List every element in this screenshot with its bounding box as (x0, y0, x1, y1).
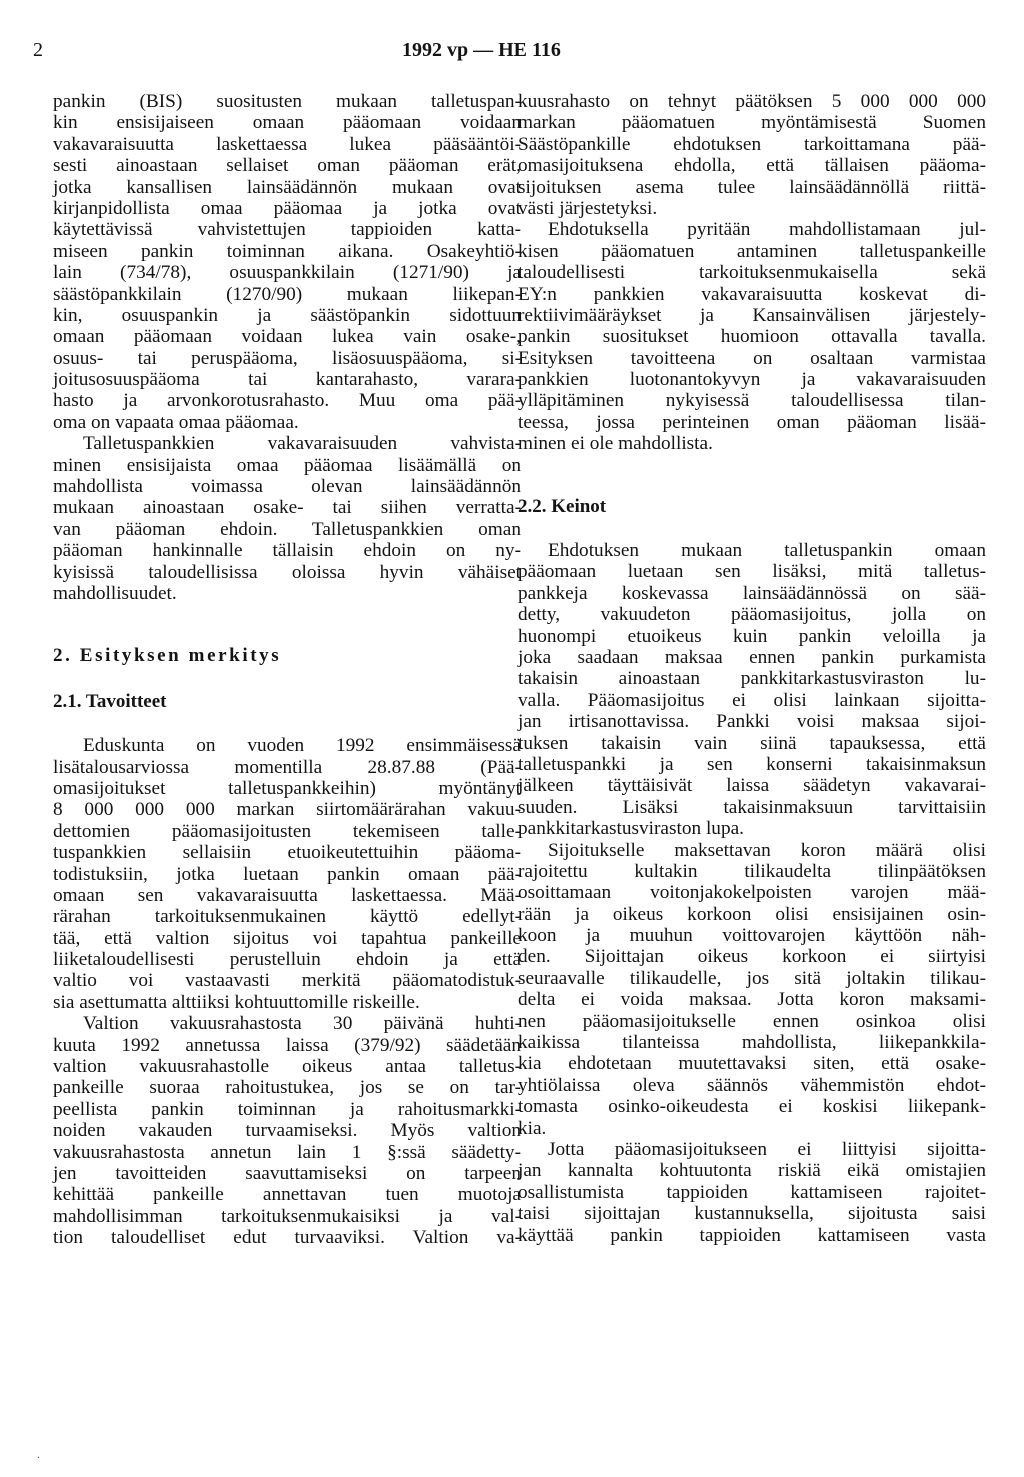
text-line: tää, että valtion sijoitus voi tapahtua pankeille (53, 927, 521, 949)
text-line: kia ehdotetaan muutettavaksi siten, että osake- (518, 1053, 986, 1075)
text-line: osuus- tai peruspääoma, lisäosuuspääoma, si- (53, 347, 521, 369)
left-column (53, 91, 521, 1249)
text-line: minen ensisijaista omaa pääomaa lisäämällä on (53, 454, 521, 476)
text-line: mukaan ainoastaan osake- tai siihen verratta- (53, 497, 521, 519)
text-line: van pääoman ehdoin. Talletuspankkien oman (53, 518, 521, 540)
text-line: pankkitarkastusviraston lupa. (518, 818, 744, 840)
text-line: säästöpankkilain (1270/90) mukaan liikepan- (53, 283, 521, 305)
text-line: Sijoitukselle maksettavan koron määrä olisi (548, 839, 986, 861)
text-line: seuraavalle tilikaudelle, jos sitä joltakin tilikau- (518, 967, 986, 989)
text-line: kia. (518, 1117, 547, 1139)
text-line: peellista pankin toiminnan ja rahoitusmarkki- (53, 1098, 521, 1120)
text-line: Eduskunta on vuoden 1992 ensimmäisessä (83, 735, 521, 757)
text-line: liiketaloudellisesti perustelluin ehdoin ja että (53, 949, 521, 971)
text-line: mahdollisimman tarkoituksenmukaisiksi ja val- (53, 1205, 521, 1227)
text-line: talletuspankki ja sen konserni takaisinmaksun (518, 753, 986, 775)
text-line: dettomien pääomasijoitusten tekemiseen talle- (53, 820, 521, 842)
subsection-heading: 2.2. Keinot (518, 495, 607, 517)
text-line: minen ei ole mahdollista. (518, 433, 713, 455)
text-line: noiden vakauden turvaamiseksi. Myös valtion (53, 1120, 521, 1142)
spacer (518, 519, 986, 540)
text-line: hasto ja arvonkorotusrahasto. Muu oma pää- (53, 390, 521, 412)
text-line: Ehdotuksen mukaan talletuspankin omaan (548, 540, 986, 562)
text-line: omaan sen vakavaraisuutta laskettaessa. Mää- (53, 884, 521, 906)
text-line: EY:n pankkien vakavaraisuutta koskevat di- (518, 283, 986, 305)
text-line: osallistumista tappioiden kattamiseen rajoitet- (518, 1181, 986, 1203)
paragraph (518, 1139, 986, 1246)
spacer (53, 604, 521, 644)
paragraph (518, 219, 986, 454)
text-line: pankkien luotonantokyvyn ja vakavaraisuuden (518, 369, 986, 391)
text-line: todistuksiin, jotka luetaan pankin omaan pää- (53, 863, 521, 885)
right-column (518, 91, 986, 1246)
text-line: rään ja oikeus korkoon olisi ensisijainen osin- (518, 903, 986, 925)
text-line: valtion vakuusrahastolle oikeus antaa talletus- (53, 1056, 521, 1078)
text-line: 8 000 000 000 markan siirtomäärärahan vakuu- (53, 799, 521, 821)
text-line: kuusrahasto on tehnyt päätöksen 5 000 000 000 (518, 91, 986, 112)
paragraph (53, 1013, 521, 1248)
text-line: valla. Pääomasijoitus ei olisi lainkaan sijoitta- (518, 689, 986, 711)
text-line: jotka kansallisen lainsäädännön mukaan ovat (53, 176, 521, 198)
text-line: osoittamaan voitonjakokelpoisten varojen mää- (518, 882, 986, 904)
text-line: koon ja muuhun voittovarojen käyttöön näh- (518, 925, 986, 947)
text-line: jan kannalta kohtuutonta riskiä eikä omistajien (518, 1160, 986, 1182)
stray-mark: . (37, 1447, 40, 1461)
paragraph (518, 840, 986, 1139)
text-line: Esityksen tavoitteena on osaltaan varmistaa (518, 347, 986, 369)
text-line: käytettävissä vahvistettujen tappioiden katta- (53, 219, 521, 241)
text-line: omaan pääomaan voidaan lukea vain osake-, (53, 326, 521, 348)
text-line: teessa, jossa perinteinen oman pääoman lisää- (518, 411, 986, 433)
text-line: omasijoitukset talletuspankkeihin) myöntänyt (53, 777, 521, 799)
text-line: lisätalousarviossa momentilla 28.87.88 (Pää- (53, 756, 521, 778)
page-number: 2 (33, 39, 43, 61)
text-line: lain (734/78), osuuspankkilain (1271/90) ja (53, 262, 521, 284)
text-line: tuksen takaisin vain siinä tapauksessa, että (518, 732, 986, 754)
spacer (53, 714, 521, 735)
text-line: taloudellisesti tarkoituksenmukaisella sekä (518, 262, 986, 284)
paragraph (53, 433, 521, 604)
running-head: 1992 vp — HE 116 (402, 39, 561, 61)
text-line: kuuta 1992 annetussa laissa (379/92) säädetään (53, 1034, 521, 1056)
spacer (518, 455, 986, 495)
text-line: kaikissa tilanteissa mahdollista, liikepankkila- (518, 1032, 986, 1054)
text-line: pankeille suoraa rahoitustukea, jos se on tar- (53, 1077, 521, 1099)
text-line: västi järjestetyksi. (518, 197, 658, 219)
text-line: tion taloudelliset edut turvaaviksi. Valtion va- (53, 1227, 521, 1249)
text-line: markan pääomatuen myöntämisestä Suomen (518, 112, 986, 134)
text-line: jan irtisanottavissa. Pankki voisi maksaa sijoi- (518, 711, 986, 733)
text-line: kehittää pankeille annettavan tuen muotoja (53, 1184, 521, 1206)
text-line: taisi sijoittajan kustannuksella, sijoitusta saisi (518, 1203, 986, 1225)
paragraph (53, 91, 521, 433)
text-line: kisen pääomatuen antaminen talletuspankeille (518, 240, 986, 262)
paragraph (53, 735, 521, 1013)
text-line: suuden. Lisäksi takaisinmaksuun tarvittaisiin (518, 796, 986, 818)
text-line: Säästöpankille ehdotuksen tarkoittamana pää- (518, 133, 986, 155)
text-line: nen pääomasijoitukselle ennen osinkoa olisi (518, 1010, 986, 1032)
text-line: Jotta pääomasijoitukseen ei liittyisi sijoitta- (548, 1138, 986, 1160)
subsection-heading: 2.1. Tavoitteet (53, 690, 167, 712)
text-line: pääoman hankinnalle tällaisin ehdoin on ny- (53, 540, 521, 562)
text-line: Ehdotuksella pyritään mahdollistamaan jul- (548, 219, 986, 241)
text-line: rajoitettu kultakin tilikaudelta tilinpäätöksen (518, 860, 986, 882)
spacer (53, 668, 521, 689)
text-line: takaisin ainoastaan pankkitarkastusviraston lu- (518, 668, 986, 690)
text-line: pankkeja koskevassa lainsäädännössä on sää- (518, 582, 986, 604)
text-line: kirjanpidollista omaa pääomaa ja jotka ovat (53, 197, 521, 219)
paragraph (518, 91, 986, 219)
text-line: kin ensisijaiseen omaan pääomaan voidaan (53, 112, 521, 134)
text-line: jen tavoitteiden saavuttamiseksi on tarpeen (53, 1162, 521, 1184)
text-line: mahdollista voimassa olevan lainsäädännön (53, 476, 521, 498)
text-line: Valtion vakuusrahastosta 30 päivänä huhti- (83, 1013, 521, 1035)
text-line: den. Sijoittajan oikeus korkoon ei siirtyisi (518, 946, 986, 968)
text-line: kin, osuuspankin ja säästöpankin sidottuun (53, 304, 521, 326)
text-line: jälkeen täyttäisivät laissa säädetyn vakavarai- (518, 775, 986, 797)
text-line: tomasta osinko-oikeudesta ei koskisi liikepank- (518, 1096, 986, 1118)
text-line: Talletuspankkien vakavaraisuuden vahvista- (83, 433, 521, 455)
text-line: huonompi etuoikeus kuin pankin veloilla ja (518, 625, 986, 647)
text-line: sijoituksen asema tulee lainsäädännöllä riittä- (518, 176, 986, 198)
section-heading: 2. Esityksen merkitys (53, 645, 282, 667)
text-line: pääomaan luetaan sen lisäksi, mitä talletus- (518, 561, 986, 583)
text-line: vakavaraisuutta laskettaessa lukea pääsääntöi- (53, 133, 521, 155)
text-line: joitusosuuspääoma tai kantarahasto, vararа- (53, 369, 521, 391)
paragraph (518, 540, 986, 839)
text-line: sesti ainoastaan sellaiset oman pääoman erät, (53, 155, 521, 177)
text-line: käyttää pankin tappioiden kattamiseen vasta (518, 1224, 986, 1246)
text-line: rektiivimääräykset ja Kansainvälisen järjestely- (518, 304, 986, 326)
text-line: omasijoituksena ehdolla, että tällaisen pääoma- (518, 155, 986, 177)
text-line: valtio voi vastaavasti merkitä pääomatodistuk- (53, 970, 521, 992)
text-line: miseen pankin toiminnan aikana. Osakeyhtiö- (53, 240, 521, 262)
text-line: kyisissä taloudellisissa oloissa hyvin vähäiset (53, 561, 521, 583)
text-line: joka saadaan maksaa ennen pankin purkamista (518, 646, 986, 668)
text-line: ylläpitäminen nykyisessä taloudellisessa tilan- (518, 390, 986, 412)
text-line: oma on vapaata omaa pääomaa. (53, 411, 299, 433)
text-line: rärahan tarkoituksenmukainen käyttö edellyt- (53, 906, 521, 928)
text-line: vakuusrahastosta annetun lain 1 §:ssä säädetty- (53, 1141, 521, 1163)
text-line: pankin (BIS) suositusten mukaan talletuspan- (53, 91, 521, 112)
text-line: yhtiölaissa oleva säännös vähemmistön ehdot- (518, 1074, 986, 1096)
text-line: detty, vakuudeton pääomasijoitus, jolla on (518, 604, 986, 626)
text-line: pankin suositukset huomioon ottavalla tavalla. (518, 326, 986, 348)
text-line: delta ei voida maksaa. Jotta koron maksami- (518, 989, 986, 1011)
text-line: mahdollisuudet. (53, 582, 177, 604)
text-line: sia asettumatta alttiiksi kohtuuttomille riskeille. (53, 991, 420, 1013)
text-line: tuspankkien sellaisiin etuoikeutettuihin pääoma- (53, 842, 521, 864)
